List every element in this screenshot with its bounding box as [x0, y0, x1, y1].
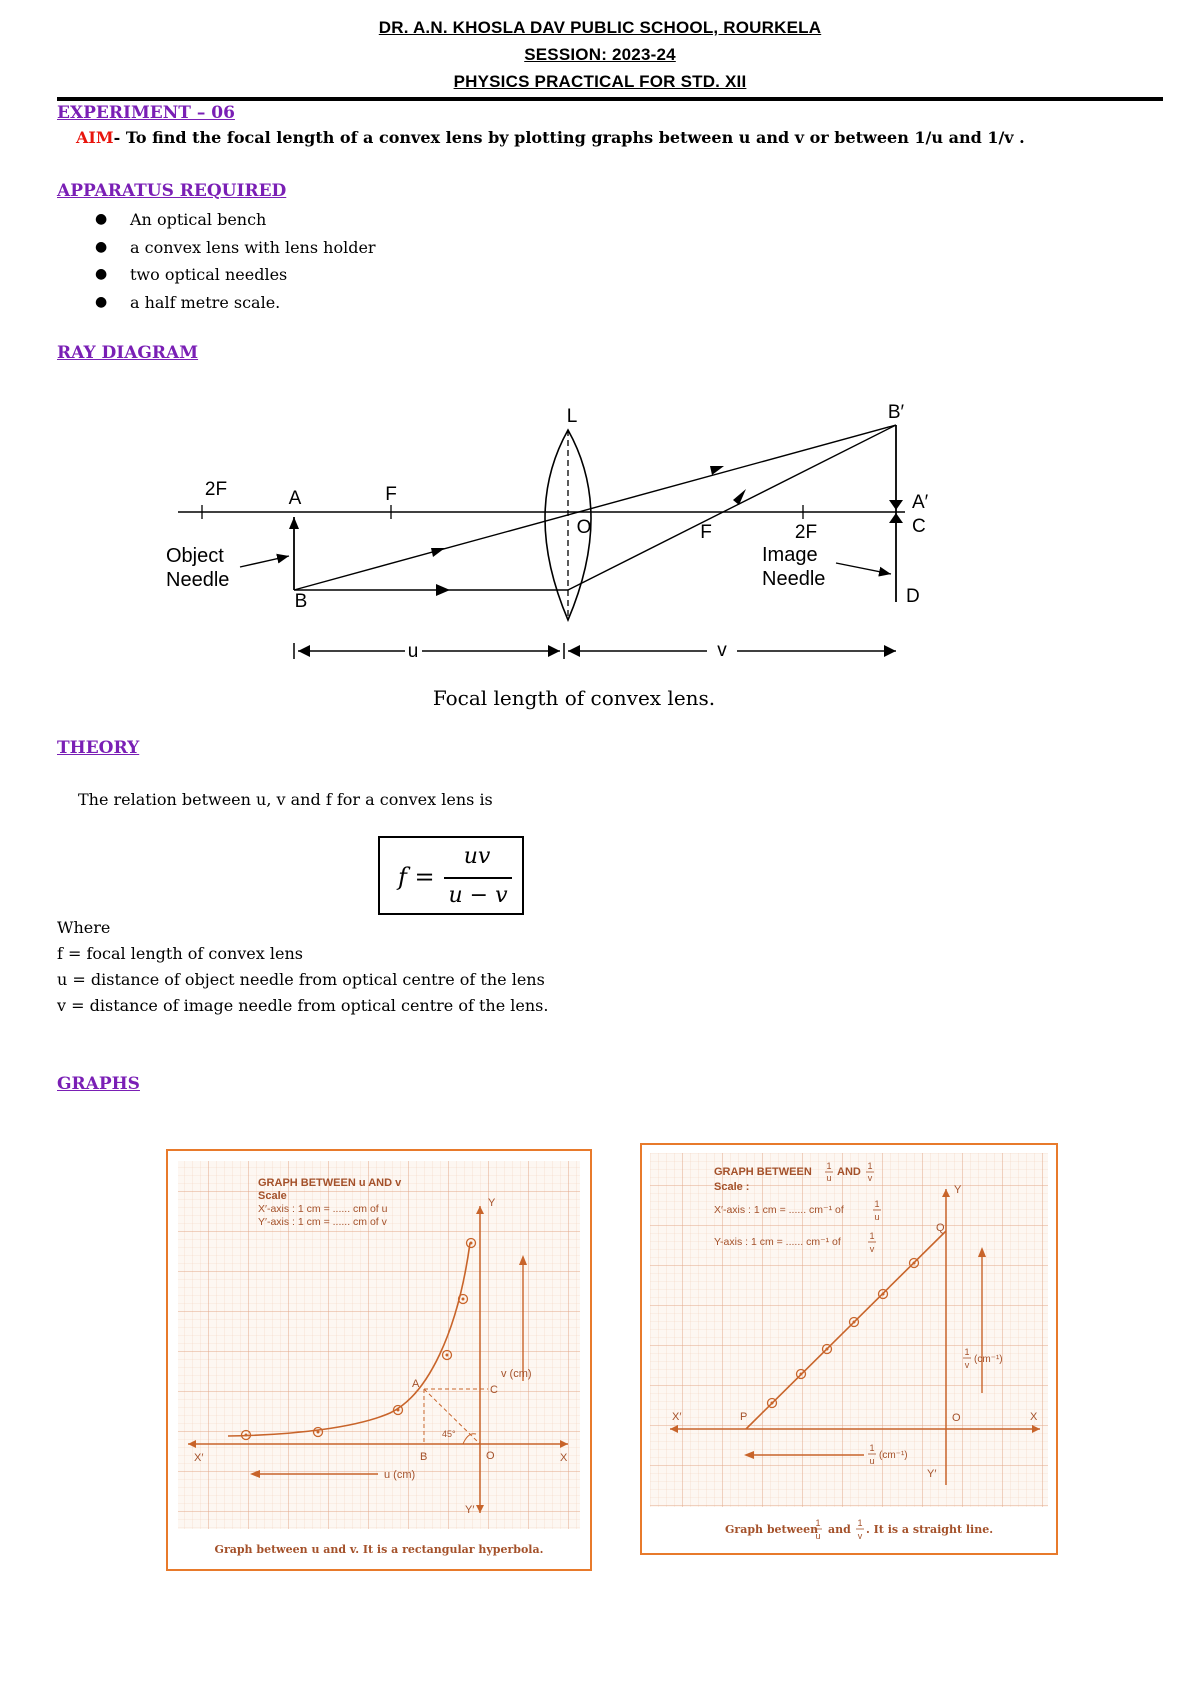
label-B-prime: B′	[887, 402, 905, 423]
svg-text:1: 1	[867, 1161, 873, 1171]
where-text: Where	[57, 918, 111, 937]
svg-text:u: u	[826, 1173, 832, 1183]
def-u: u = distance of object needle from optical centre of the lens	[57, 970, 545, 989]
graph1-point-B: B	[420, 1451, 428, 1463]
apparatus-heading: APPARATUS REQUIRED	[57, 181, 287, 201]
formula-numerator: uv	[463, 844, 491, 869]
school-name: DR. A.N. KHOSLA DAV PUBLIC SCHOOL, ROURKELA	[378, 18, 822, 37]
graph1-point-O: O	[486, 1450, 495, 1462]
fraction-bar	[444, 877, 512, 879]
label-F-left: F	[385, 484, 397, 505]
label-A: A	[288, 488, 302, 509]
def-v: v = distance of image needle from optical centre of the lens.	[57, 996, 549, 1015]
label-A-prime: A′	[912, 492, 929, 513]
graph2-axis-Xp: X′	[672, 1411, 682, 1423]
svg-text:1: 1	[874, 1199, 880, 1209]
graph2-point-P: P	[740, 1411, 748, 1423]
svg-text:u: u	[874, 1212, 880, 1222]
formula-lhs: f =	[398, 863, 435, 891]
graph1-xlabel: u (cm)	[384, 1469, 416, 1481]
svg-text:v: v	[857, 1531, 863, 1541]
formula-box	[378, 836, 524, 915]
experiment-title: EXPERIMENT – 06	[57, 103, 235, 123]
graph2-scale: Scale :	[714, 1181, 750, 1193]
theory-relation: The relation between u, v and f for a convex lens is	[78, 790, 493, 809]
svg-text:1: 1	[964, 1347, 970, 1357]
graph1-title: GRAPH BETWEEN u AND v	[258, 1177, 402, 1189]
label-image-needle: Needle	[762, 568, 826, 590]
graph1-point-C: C	[490, 1384, 498, 1396]
label-B: B	[294, 591, 308, 612]
graph-u-v	[166, 1149, 592, 1571]
ray-diagram	[0, 0, 1200, 720]
svg-text:v: v	[964, 1360, 970, 1370]
graph-u-v-svg	[168, 1151, 590, 1569]
svg-text:1: 1	[857, 1518, 863, 1528]
label-C: C	[912, 516, 926, 537]
label-object-needle: Needle	[166, 569, 230, 591]
graph1-axis-Y: Y	[488, 1197, 496, 1209]
graph1-yscale: Y′-axis : 1 cm = ...... cm of v	[258, 1216, 387, 1228]
graph2-ylabel-unit: (cm⁻¹)	[974, 1354, 1003, 1365]
graph2-caption-post: . It is a straight line.	[866, 1523, 994, 1536]
list-item: ● An optical bench	[95, 210, 267, 229]
label-u: u	[407, 641, 419, 662]
ray-diagram-caption: Focal length of convex lens.	[432, 686, 716, 710]
graph2-point-O: O	[952, 1412, 961, 1424]
graph2-axis-Yp: Y′	[927, 1468, 937, 1480]
graph2-point-Q: Q	[936, 1222, 945, 1234]
graph2-xlabel-unit: (cm⁻¹)	[879, 1450, 908, 1461]
graph2-title-pre: GRAPH BETWEEN	[714, 1166, 812, 1178]
svg-text:1: 1	[815, 1518, 821, 1528]
graph1-scale: Scale	[258, 1190, 287, 1202]
label-F-right: F	[700, 522, 712, 543]
label-object: Object	[166, 545, 224, 567]
svg-text:1: 1	[869, 1443, 875, 1453]
graph2-caption-and: and	[828, 1523, 851, 1536]
svg-text:v: v	[869, 1244, 875, 1254]
label-image: Image	[762, 544, 818, 566]
svg-text:v: v	[867, 1173, 873, 1183]
ray-diagram-heading: RAY DIAGRAM	[57, 343, 199, 363]
graph2-axis-X: X	[1030, 1411, 1038, 1423]
label-L: L	[566, 406, 578, 427]
subject-title: PHYSICS PRACTICAL FOR STD. XII	[453, 72, 747, 91]
graph1-axis-X: X	[560, 1452, 568, 1464]
graph1-axis-Xp: X′	[194, 1452, 204, 1464]
aim-label: AIM	[76, 128, 114, 147]
svg-text:1: 1	[826, 1161, 832, 1171]
list-item: ● two optical needles	[95, 265, 288, 284]
graph1-ylabel: v (cm)	[501, 1368, 532, 1380]
label-2F-right: 2F	[794, 522, 818, 543]
graph-1u-1v	[640, 1143, 1058, 1555]
label-v: v	[717, 640, 727, 661]
label-2F-left: 2F	[204, 479, 228, 500]
graph1-xscale: X′-axis : 1 cm = ...... cm of u	[258, 1203, 388, 1215]
svg-text:u: u	[869, 1456, 875, 1466]
theory-heading: THEORY	[57, 738, 140, 758]
label-O: O	[576, 517, 592, 538]
list-item: ● a convex lens with lens holder	[95, 237, 376, 257]
graph2-title-and: AND	[837, 1166, 861, 1178]
graph2-axis-Y: Y	[954, 1184, 962, 1196]
graph1-axis-Yp: Y′	[465, 1504, 475, 1516]
graph1-point-A: A	[412, 1378, 420, 1390]
graph2-caption-pre: Graph between	[725, 1523, 819, 1536]
graphs-heading: GRAPHS	[57, 1074, 140, 1094]
aim-text: - To find the focal length of a convex lens by plotting graphs between u and v or between 1/u and 1/v .	[113, 128, 1025, 147]
def-f: f = focal length of convex lens	[57, 944, 303, 963]
svg-text:1: 1	[869, 1231, 875, 1241]
session: SESSION: 2023-24	[524, 45, 676, 64]
graph1-angle: 45°	[442, 1429, 456, 1439]
svg-text:u: u	[815, 1531, 821, 1541]
graph2-yscale: Y-axis : 1 cm = ...... cm⁻¹ of	[714, 1236, 841, 1248]
graph-1u-1v-svg	[642, 1145, 1056, 1553]
formula-denominator: u − v	[448, 883, 508, 908]
graph2-xscale: X′-axis : 1 cm = ...... cm⁻¹ of	[714, 1204, 844, 1216]
graph1-caption: Graph between u and v. It is a rectangular hyperbola.	[214, 1543, 544, 1556]
list-item: ● a half metre scale.	[95, 292, 281, 312]
label-D: D	[906, 586, 920, 607]
